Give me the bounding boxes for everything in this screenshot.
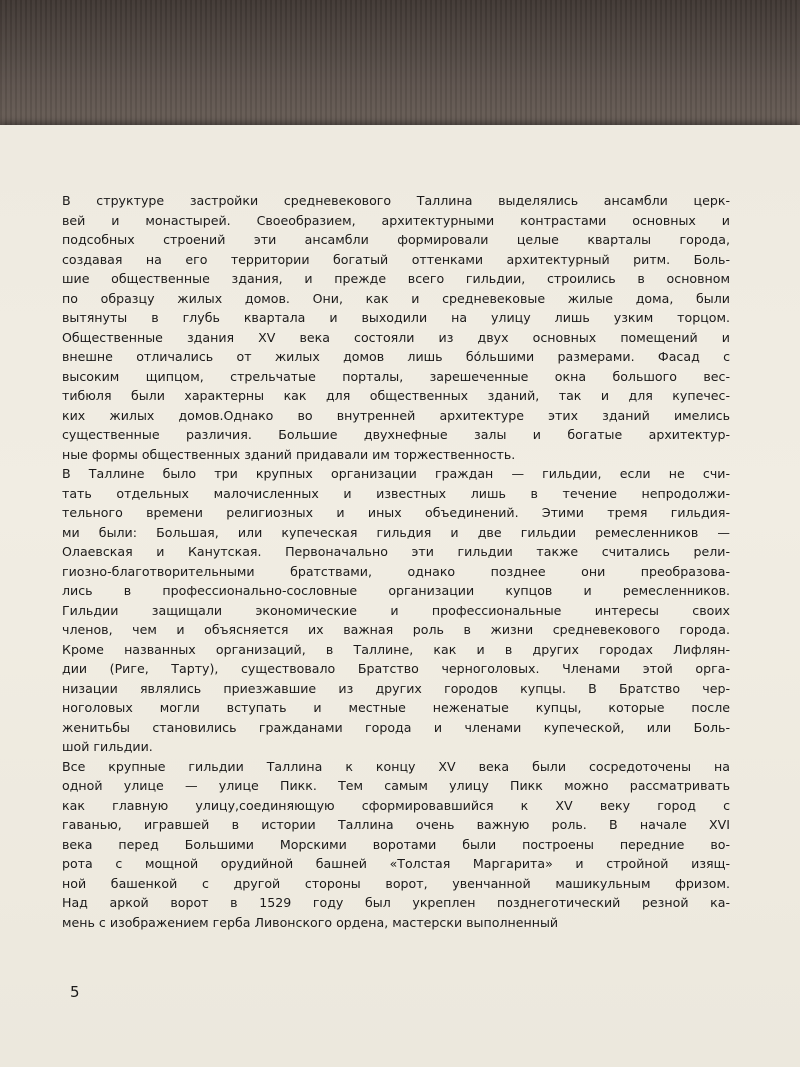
text-line: Олаевская и Канутская. Первоначально эти гильдии также считались рели- — [62, 544, 730, 559]
text-line: Над аркой ворот в 1529 году был укреплен позднеготический резной ка- — [62, 895, 730, 910]
text-line: лись в профессионально-сословные организации купцов и ремесленников. — [62, 583, 730, 598]
text-line: Кроме названных организаций, в Таллине, как и в других городах Лифлян- — [62, 641, 730, 657]
text-line: вытянуты в глубь квартала и выходили на улицу лишь узким торцом. — [62, 310, 730, 325]
text-line: женитьбы становились гражданами города и членами купеческой, или Боль- — [62, 719, 730, 735]
text-line: вей и монастырей. Своеобразием, архитектурными контрастами основных и — [62, 212, 730, 228]
text-line: тельного времени религиозных и иных объединений. Этими тремя гильдия- — [62, 505, 730, 520]
paragraph — [62, 464, 730, 757]
text-line: тать отдельных малочисленных и известных лишь в течение непродолжи- — [62, 485, 730, 501]
text-line: по образцу жилых домов. Они, как и средневековые жилые дома, были — [62, 290, 730, 306]
text-line: внешне отличались от жилых домов лишь бо́льшими размерами. Фасад с — [62, 349, 730, 364]
text-line: дии (Риге, Тарту), существовало Братство черноголовых. Членами этой орга- — [62, 661, 730, 676]
text-line: В Таллине было три крупных организации граждан — гильдии, если не счи- — [62, 466, 730, 481]
text-line: ные формы общественных зданий придавали им торжественность. — [62, 446, 516, 462]
text-line: Общественные здания XV века состояли из двух основных помещений и — [62, 329, 730, 345]
text-line: ких жилых домов.Однако во внутренней архитектуре этих зданий имелись — [62, 407, 730, 423]
text-line: шие общественные здания, и прежде всего гильдии, строились в основном — [62, 271, 730, 286]
text-line: Все крупные гильдии Таллина к концу XV века были сосредоточены на — [62, 758, 730, 774]
text-line: тибюля были характерны как для общественных зданий, так и для купечес- — [62, 388, 730, 403]
text-line: ноголовых могли вступать и местные неженатые купцы, которые после — [62, 700, 730, 715]
text-line: высоким щипцом, стрельчатые порталы, зарешеченные окна большого вес- — [62, 368, 730, 384]
text-line: создавая на его территории богатый оттенками архитектурный ритм. Боль- — [62, 251, 730, 267]
text-line: одной улице — улице Пикк. Тем самым улицу Пикк можно рассматривать — [62, 778, 730, 793]
text-line: гиозно-благотворительными братствами, однако позднее они преобразова- — [62, 563, 730, 579]
text-line: низации являлись приезжавшие из других городов купцы. В Братство чер- — [62, 680, 730, 696]
text-line: ми были: Большая, или купеческая гильдия и две гильдии ремесленников — — [62, 524, 730, 540]
text-line: гаванью, игравшей в истории Таллина очень важную роль. В начале XVI — [62, 817, 730, 832]
text-line: существенные различия. Большие двухнефные залы и богатые архитектур- — [62, 427, 730, 442]
body-text — [62, 191, 730, 932]
text-line: В структуре застройки средневекового Таллина выделялись ансамбли церк- — [62, 193, 730, 208]
page-number: 5 — [70, 983, 80, 1001]
text-line: века перед Большими Морскими воротами были построены передние во- — [62, 836, 730, 852]
text-line: как главную улицу,соединяющую сформировавшийся к XV веку город с — [62, 797, 730, 813]
text-line: ной башенкой с другой стороны ворот, увенчанной машикульным фризом. — [62, 875, 730, 891]
text-line: Гильдии защищали экономические и профессиональные интересы своих — [62, 602, 730, 618]
text-line: подсобных строений эти ансамбли формировали целые кварталы города, — [62, 232, 730, 247]
text-line: членов, чем и объясняется их важная роль в жизни средневекового города. — [62, 622, 730, 637]
paragraph — [62, 757, 730, 933]
book-page — [0, 125, 800, 1067]
text-line: мень с изображением герба Ливонского ордена, мастерски выполненный — [62, 914, 559, 930]
paragraph — [62, 191, 730, 464]
background-surface — [0, 0, 800, 140]
text-line: шой гильдии. — [62, 739, 153, 754]
text-line: рота с мощной орудийной башней «Толстая Маргарита» и стройной изящ- — [62, 856, 730, 871]
